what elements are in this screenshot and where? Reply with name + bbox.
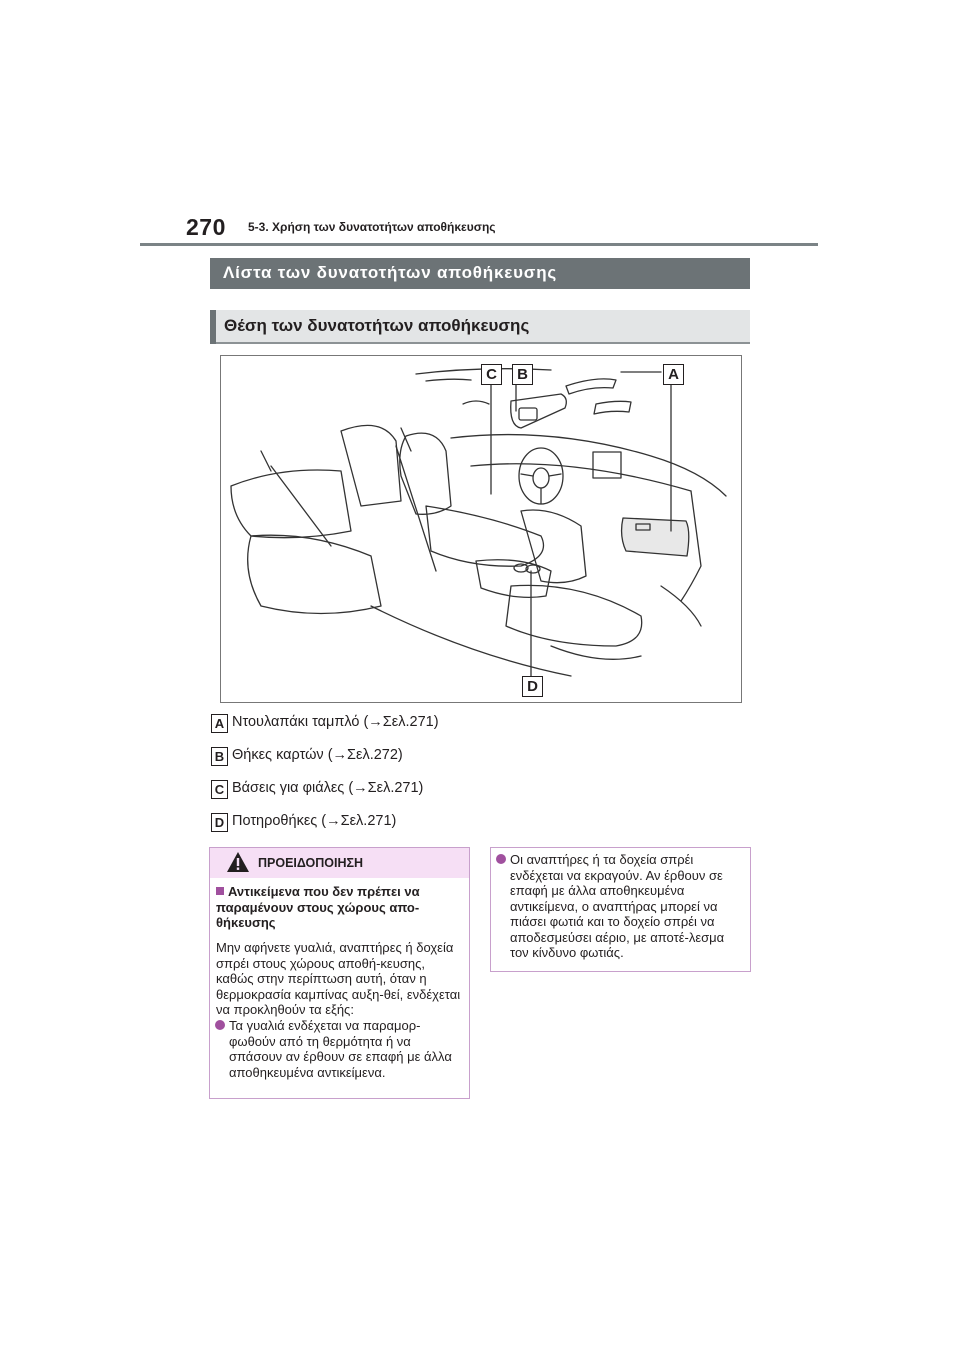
subsection-title: Θέση των δυνατοτήτων αποθήκευσης <box>224 316 530 335</box>
bullet-dot-icon <box>215 1020 225 1030</box>
callout-d: D <box>522 676 543 697</box>
legend-letter: B <box>211 747 228 766</box>
warning-bullet <box>215 1018 465 1080</box>
subsection-heading <box>210 310 750 344</box>
warning-bullet <box>496 852 746 961</box>
chapter-title: 5-3. Χρήση των δυνατοτήτων αποθήκευσης <box>248 220 496 234</box>
header-rule <box>140 243 818 246</box>
section-heading <box>210 258 750 289</box>
warning-triangle-icon <box>226 851 250 873</box>
warning-title-row <box>216 884 464 931</box>
callout-c: C <box>481 364 502 385</box>
warning-box <box>209 847 470 1099</box>
legend-text: Θήκες καρτών (→Σελ.272) <box>232 747 403 763</box>
bullet-dot-icon <box>496 854 506 864</box>
warning-continuation-box <box>490 847 751 972</box>
section-title: Λίστα των δυνατοτήτων αποθήκευσης <box>223 263 558 282</box>
legend-text: Βάσεις για φιάλες (→Σελ.271) <box>232 780 424 796</box>
legend-text: Ντουλαπάκι ταμπλό (→Σελ.271) <box>232 714 439 730</box>
bullet-text: Οι αναπτήρες ή τα δοχεία σπρέι ενδέχεται να εκραγούν. Αν έρθουν σε επαφή με άλλα αποθηκευμένα αντικείμενα, ο αναπτήρας μπορεί να πιάσει φωτιά και το δοχείο σπρέι να αποδεσμεύσει αέριο, με αποτέ-λεσμα τον κίνδυνο φωτιάς. <box>510 852 725 960</box>
warning-title: Αντικείμενα που δεν πρέπει να παραμένουν στους χώρους απο-θήκευσης <box>216 884 420 930</box>
legend-letter: C <box>211 780 228 799</box>
callout-b: B <box>512 364 533 385</box>
bullet-text: Τα γυαλιά ενδέχεται να παραμορ-φωθούν από τη θερμότητα ή να σπάσουν αν έρθουν σε επαφή με άλλα αποθηκευμένα αντικείμενα. <box>229 1018 452 1080</box>
warning-body: Μην αφήνετε γυαλιά, αναπτήρες ή δοχεία σπρέι στους χώρους αποθή-κευσης, καθώς στην περίπτωση αυτή, όταν η θερμοκρασία καμπίνας αυξη-θεί, ενδέχεται να προκληθούν τα εξής: <box>216 940 461 1017</box>
subsection-accent <box>210 310 216 344</box>
page-number: 270 <box>186 214 226 240</box>
legend-text: Ποτηροθήκες (→Σελ.271) <box>232 813 397 829</box>
square-bullet-icon <box>216 887 224 895</box>
warning-header <box>210 848 469 878</box>
car-interior-figure <box>220 355 742 703</box>
warning-heading: ΠΡΟΕΙΔΟΠΟΙΗΣΗ <box>258 856 364 870</box>
legend-letter: D <box>211 813 228 832</box>
car-interior-illustration <box>221 356 741 702</box>
callout-a: A <box>663 364 684 385</box>
legend-letter: A <box>211 714 228 733</box>
